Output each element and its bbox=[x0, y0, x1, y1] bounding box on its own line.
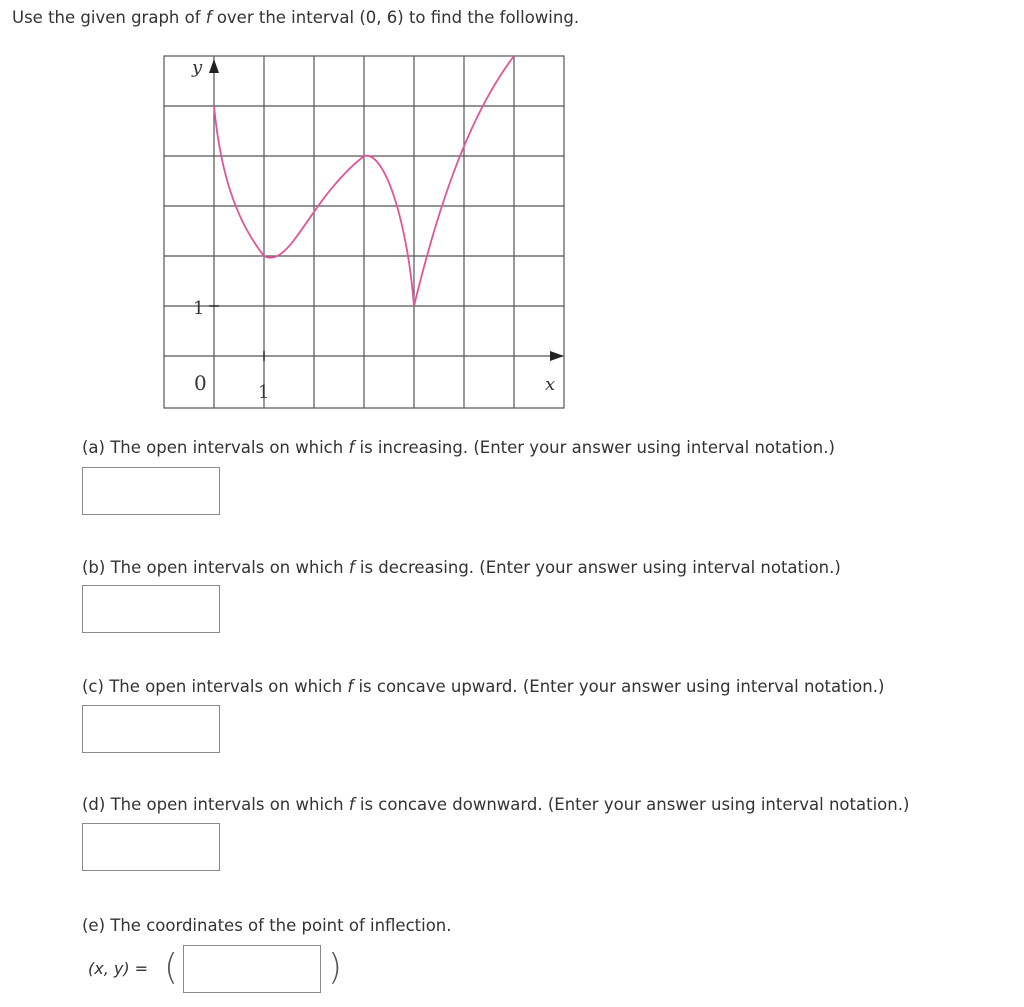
answer-input-d[interactable] bbox=[82, 823, 220, 871]
y-axis-label: y bbox=[192, 57, 203, 78]
part-e-prompt: (e) The coordinates of the point of inflection. bbox=[82, 916, 452, 935]
answer-input-b[interactable] bbox=[82, 585, 220, 633]
close-paren: ) bbox=[328, 947, 343, 988]
part-d-prompt: (d) The open intervals on which f is concave downward. (Enter your answer using interval notation.) bbox=[82, 795, 910, 814]
x-tick-label-1: 1 bbox=[258, 382, 270, 403]
y-axis-arrowhead bbox=[209, 59, 219, 73]
x-axis-label: x bbox=[545, 374, 556, 395]
part-c-prompt: (c) The open intervals on which f is concave upward. (Enter your answer using interval notation.) bbox=[82, 677, 885, 696]
f-symbol: f bbox=[347, 677, 354, 696]
f-symbol: f bbox=[348, 558, 355, 577]
graph-grid bbox=[164, 56, 564, 408]
intro-text: Use the given graph of f over the interval (0, 6) to find the following. bbox=[12, 8, 580, 27]
open-paren: ( bbox=[164, 947, 179, 988]
part-a-prompt: (a) The open intervals on which f is increasing. (Enter your answer using interval notation.) bbox=[82, 438, 835, 457]
f-symbol: f bbox=[205, 8, 212, 27]
f-symbol: f bbox=[348, 438, 355, 457]
answer-input-a[interactable] bbox=[82, 467, 220, 515]
coordinates-lhs: (x, y) = bbox=[88, 959, 149, 978]
x-axis-arrowhead bbox=[550, 351, 564, 361]
part-b-prompt: (b) The open intervals on which f is decreasing. (Enter your answer using interval notation.) bbox=[82, 558, 841, 577]
origin-label: 0 bbox=[194, 371, 207, 395]
answer-input-c[interactable] bbox=[82, 705, 220, 753]
answer-input-e[interactable] bbox=[183, 945, 321, 993]
f-symbol: f bbox=[348, 795, 355, 814]
function-graph bbox=[158, 48, 570, 414]
y-tick-label-1: 1 bbox=[193, 298, 205, 319]
